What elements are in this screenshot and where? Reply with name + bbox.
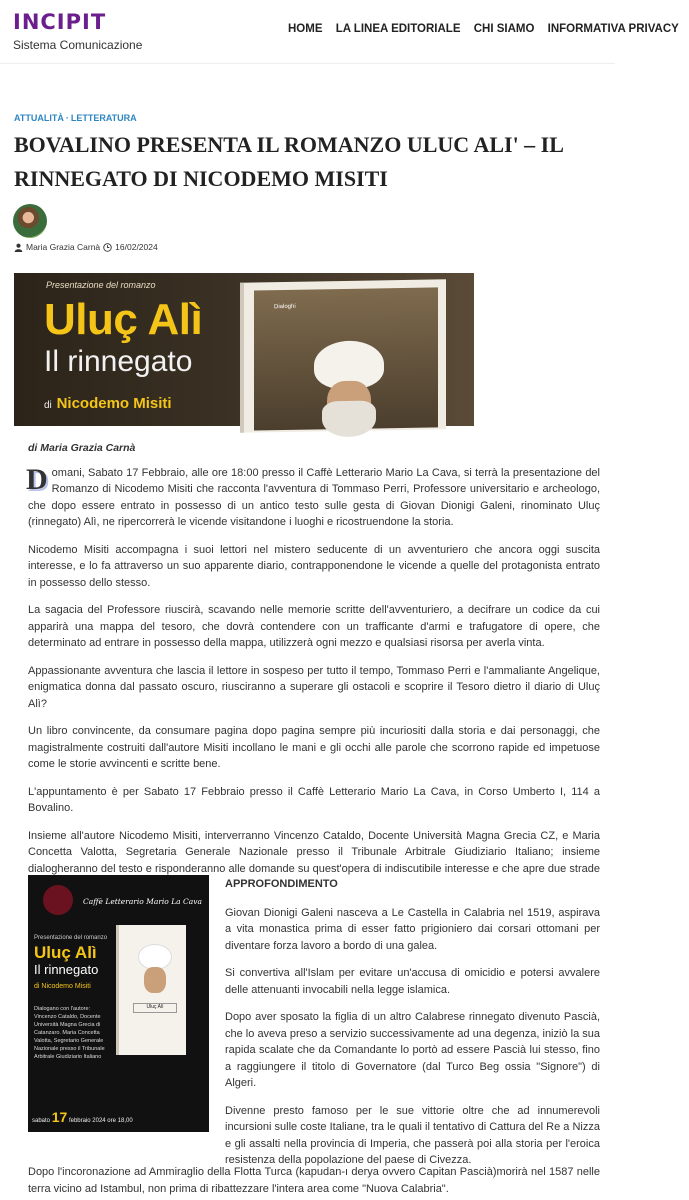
nav-item-chi-siamo[interactable]: CHI SIAMO	[473, 23, 535, 35]
approfondimento-section	[225, 876, 600, 1180]
featured-author: Nicodemo Misiti	[56, 395, 172, 412]
paragraph: Divenne presto famoso per le sue vittorie oltre che ad innumerevoli incursioni sulle coste Italiane, tra le quali il tentativo di Cattura del Re a Nizza e gli assalti nella provincia di Imperia, che passerà poi alla storia per l'eroica resistenza della popolazione del paese di Civezza.	[225, 1104, 600, 1166]
paragraph: Dopo aver sposato la figlia di un altro Calabrese rinnegato divenuto Pascià, che lo aveva preso a servizio successivamente ad una degenza, iniziò la sua rapida scalate che da Comandante lo portò ad essere Pascià lui stesso, fino a raggiungere il titolo di Governatore (dal Turco Beg ossia "Signore") di Algeri.	[225, 1011, 600, 1089]
paragraph: L'appuntamento è per Sabato 17 Febbraio presso il Caffè Letterario Mario La Cava, in Corso Umberto I, 114 a Bovalino.	[28, 785, 600, 814]
book-cover	[254, 287, 438, 430]
nav-item-linea-editoriale[interactable]: LA LINEA EDITORIALE	[335, 23, 461, 35]
paragraph-intro	[26, 462, 600, 531]
category-link-attualita[interactable]: ATTUALITÀ	[14, 113, 64, 123]
category-separator: ·	[65, 113, 69, 123]
site-logo[interactable]: INCIPIT	[13, 10, 107, 34]
post-date: 16/02/2024	[115, 242, 158, 252]
paragraph: Un libro convincente, da consumare pagina dopo pagina sempre più incuriositi dalla storia e dai personaggi, che magistralmente costruiti dall'autore Misiti incollano le mani e gli occhi alle parole che scorrono rapide ed impetuose come le storie avvincenti e scritte bene.	[28, 725, 600, 770]
main-nav	[288, 23, 689, 35]
dropcap: D	[26, 462, 48, 496]
poster-date-rest: febbraio 2024 ore 18,00	[68, 1118, 133, 1124]
paragraph: La sagacia del Professore riuscirà, scavando nelle memorie scritte dell'avventuriero, a decifrare un codice da cui apparirà una mappa del tesoro, che dovrà contendere con un trafficante d'armi e trafugatore di opere, che determinato ad entrare in possesso della mappa, utilizzerà ogni mezzo e qualsiasi risorsa per averla vinta.	[28, 604, 600, 649]
publisher-logo: Dialoghi	[274, 303, 296, 311]
post-categories	[14, 113, 137, 123]
post-content	[28, 440, 600, 905]
poster-subtitle: Il rinnegato	[34, 962, 99, 977]
post-meta	[14, 242, 158, 252]
post-author[interactable]: Maria Grazia Carnà	[26, 242, 101, 252]
article-byline: di Maria Grazia Carnà	[28, 442, 136, 454]
paragraph: Appassionante avventura che lascia il lettore in sospeso per tutto il tempo, Tommaso Perri e l'ammaliante Angelique, enigmatica donna dal passato oscuro, riusciranno a superare gli ostacoli e scoprire il Tesoro dietro il diario di Uluç Alì?	[28, 664, 600, 710]
poster-title: Uluç Alì	[34, 943, 97, 962]
paragraph: Si convertiva all'Islam per evitare un'accusa di omicidio e potersi avvalere delle attenuanti invocabili nella legge islamica.	[225, 967, 600, 996]
poster-author: di Nicodemo Misiti	[34, 983, 91, 990]
poster-guests: Dialogano con l'autore: Vincenzo Cataldo, Docente Università Magna Grecia di Catanzaro. Maria Concetta Valotta, Segretario Generale Nazionale presso il Tribunale Arbitrale Giudiziario Italiano	[34, 1006, 105, 1060]
poster-date	[32, 1109, 133, 1125]
nav-item-informativa-privacy[interactable]: INFORMATIVA PRIVACY	[547, 23, 679, 35]
clock-icon	[103, 243, 112, 252]
event-poster	[28, 875, 209, 1132]
book-illustration	[240, 279, 446, 433]
approfondimento-heading: APPROFONDIMENTO	[225, 878, 338, 890]
featured-author-line	[44, 395, 172, 412]
paragraph: Nicodemo Misiti accompagna i suoi lettori nel mistero seducente di un avventuriero che ancora oggi suscita interesse, e lo fa attraverso un suo apparente diario, contrapponendone le vicende a quelle del protagonista entrato in possesso dello stesso.	[28, 543, 600, 589]
paragraph-final: Dopo l'incoronazione ad Ammiraglio della Flotta Turca (kapudan-ı derya ovvero Capitan Pascià)morirà nel 1587 nelle terra vicino ad Istambul, non prima di ribattezzare l'intera area come "Nuova Calabria".	[28, 1166, 600, 1195]
featured-caption-top: Presentazione del romanzo	[46, 280, 156, 290]
featured-image	[14, 273, 474, 426]
poster-caption: Presentazione del romanzo	[34, 935, 108, 941]
featured-title: Uluç Alì	[44, 295, 203, 344]
paragraph: Insieme all'autore Nicodemo Misiti, interverranno Vincenzo Cataldo, Docente Università Magna Grecia CZ, e Maria Concetta Valotta, Segretaria Generale Nazionale presso il Tribunale Arbitrale Giudiziario Italiano; insieme dialogheranno del testo e risponderanno alle domande su quest'opera di indiscutibile interesse e che apre due strade	[28, 829, 600, 875]
poster-cafe: Caffè Letterario Mario La Cava	[83, 897, 202, 906]
site-tagline: Sistema Comunicazione	[13, 38, 143, 52]
featured-by: di	[44, 400, 52, 411]
user-icon	[14, 243, 23, 252]
category-link-letteratura[interactable]: LETTERATURA	[70, 113, 137, 123]
cafe-logo	[43, 885, 73, 915]
poster-portrait-face	[144, 967, 166, 993]
poster-book-label: Uluç Alì	[133, 1003, 177, 1013]
site-header	[0, 0, 679, 64]
poster-portrait-turban	[139, 945, 171, 969]
nav-item-home[interactable]: HOME	[288, 23, 323, 35]
author-avatar[interactable]	[13, 204, 47, 238]
post-title: BOVALINO PRESENTA IL ROMANZO ULUC ALI' – IL RINNEGATO DI NICODEMO MISITI	[14, 132, 563, 191]
poster-book	[116, 925, 186, 1055]
poster-day-num: 17	[51, 1109, 68, 1125]
poster-day-word: sabato	[32, 1118, 51, 1124]
paragraph-intro-text: omani, Sabato 17 Febbraio, alle ore 18:00 presso il Caffè Letterario Mario La Cava, si terrà la presentazione del Romanzo di Nicodemo Misiti che racconta l'avventura di Tommaso Perri, Professore universitario e archeologo, che dopo essere entrato in possesso di un antico testo sulle gesta di Giovan Dionigi Galeni, rinominato Uluç (rinnegato) Alì, ne ripercorrerà le vicende visitandone i luoghi e ricostruendone la storia.	[28, 466, 600, 528]
portrait-beard	[322, 400, 376, 437]
paragraph: Giovan Dionigi Galeni nasceva a Le Castella in Calabria nel 1519, aspirava a vita monastica prima di esser fatto prigioniero dai corsari ottomani per diventare forza lavoro a bordo di una galea.	[225, 906, 600, 952]
featured-subtitle: Il rinnegato	[44, 345, 193, 378]
